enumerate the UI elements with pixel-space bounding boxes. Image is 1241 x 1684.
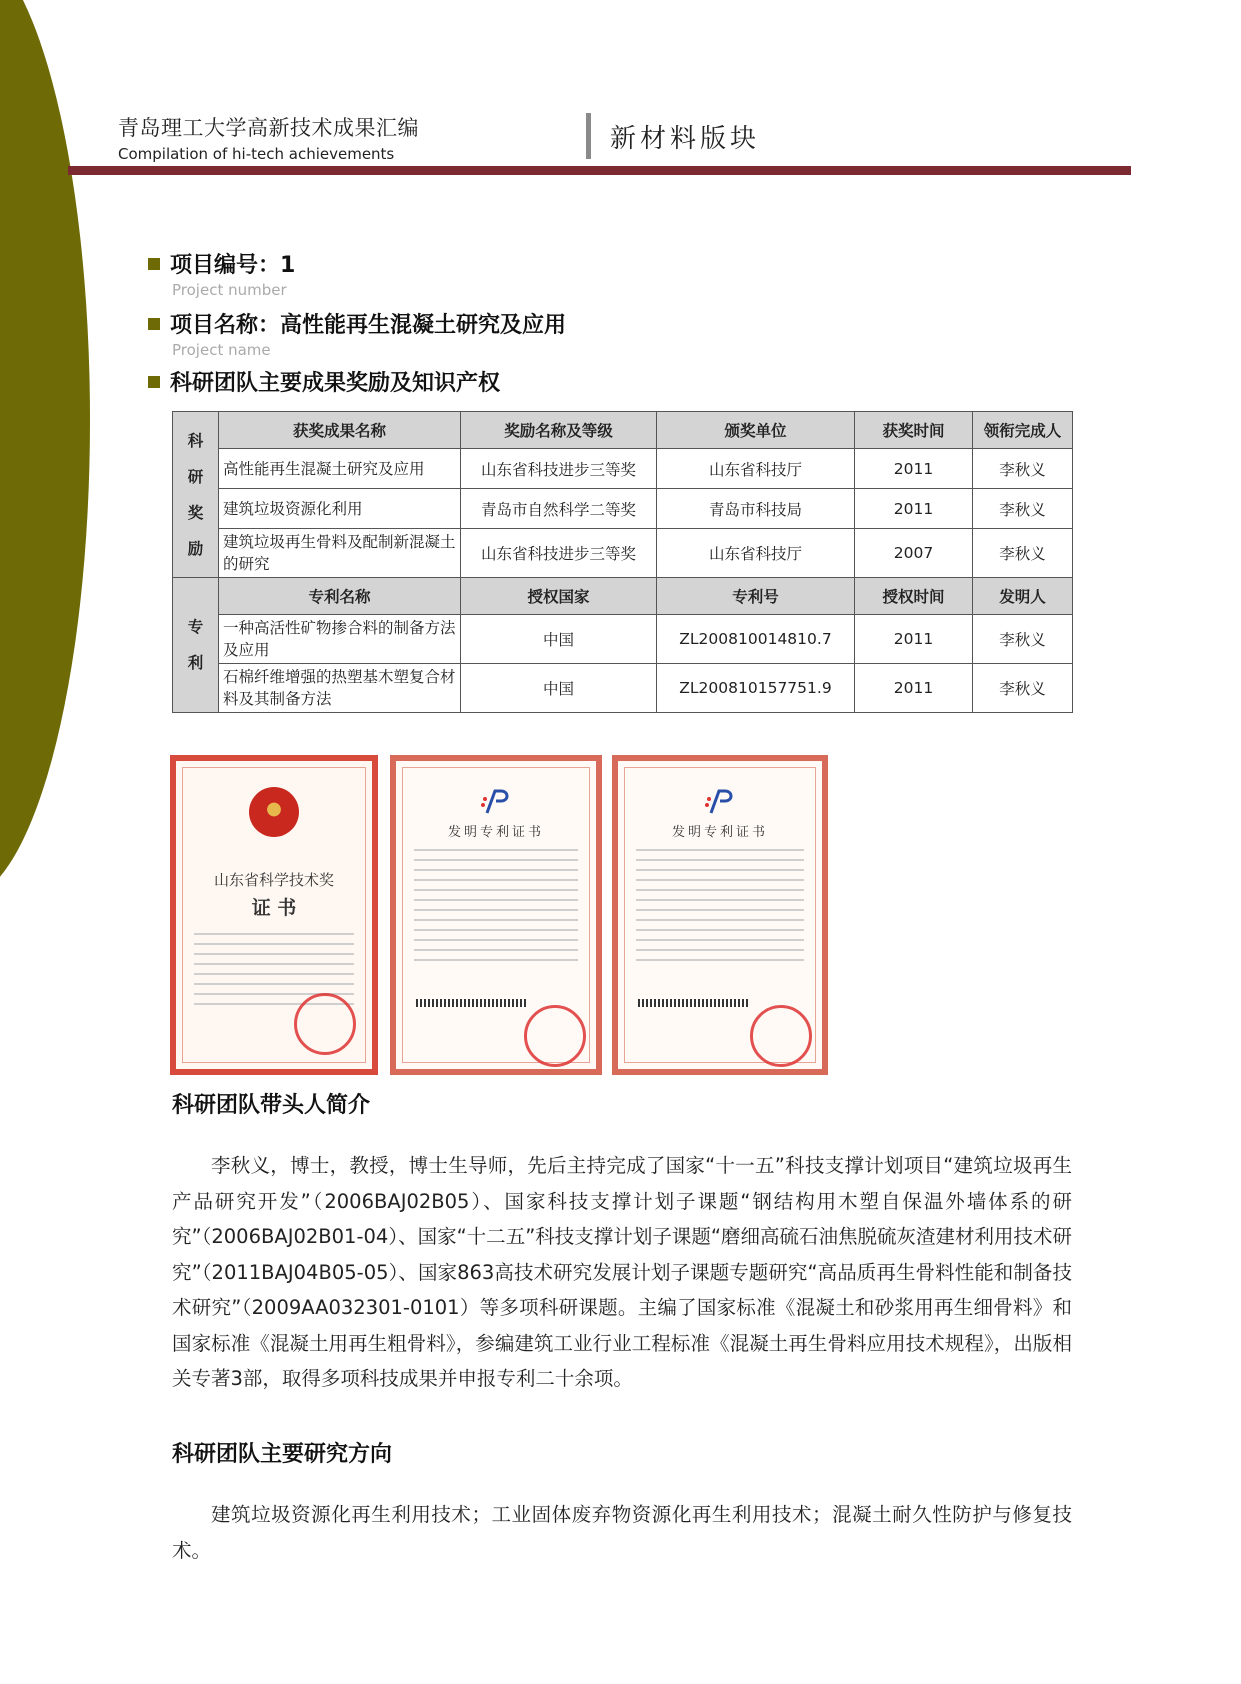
- patent-office-logo-icon: [479, 789, 513, 815]
- col-header: 专利名称: [219, 578, 461, 615]
- leader-text: 李秋义，博士，教授，博士生导师，先后主持完成了国家“十一五”科技支撑计划项目“建筑垃圾再生产品研究开发”（2006BAJ02B05）、国家科技支撑计划子课题“钢结构用木塑自保温外墙体系的研究”（2006BAJ02B01-04）、国家“十二五”科技支撑计划子课题“磨细高硫石油焦脱硫灰渣建材利用技术研究”（2011BAJ04B05-05）、国家863高技术研究发展计划子课题专题研究“高品质再生骨料性能和制备技术研究”（2009AA032301-0101）等多项科研课题。主编了国家标准《混凝土和砂浆用再生细骨料》和国家标准《混凝土用再生粗骨料》，参编建筑工业行业工程标准《混凝土再生骨料应用技术规程》，出版相关专著3部，取得多项科技成果并申报专利二十余项。: [172, 1154, 1072, 1390]
- seal-icon: [524, 1005, 586, 1067]
- barcode: [416, 999, 526, 1007]
- header-title-en: Compilation of hi-tech achievements: [118, 145, 395, 163]
- direction-text: 建筑垃圾资源化再生利用技术；工业固体废弃物资源化再生利用技术；混凝土耐久性防护与修复技术。: [172, 1503, 1072, 1562]
- col-header: 授权时间: [855, 578, 973, 615]
- project-name-en: Project name: [172, 341, 271, 359]
- table-row: 高性能再生混凝土研究及应用 山东省科技进步三等奖 山东省科技厅 2011 李秋义: [173, 449, 1073, 489]
- barcode: [638, 999, 748, 1007]
- col-header: 专利号: [657, 578, 855, 615]
- project-number: 项目编号：1: [148, 248, 295, 279]
- header-bar: [68, 166, 1131, 175]
- table-row: 石棉纤维增强的热塑基木塑复合材料及其制备方法 中国 ZL200810157751.9 2011 李秋义: [173, 664, 1073, 713]
- table-row: 建筑垃圾再生骨料及配制新混凝土的研究 山东省科技进步三等奖 山东省科技厅 2007 李秋义: [173, 529, 1073, 578]
- header-section: 新材料版块: [610, 124, 761, 154]
- leader-title: 科研团队带头人简介: [172, 1093, 371, 1118]
- col-header: 授权国家: [461, 578, 657, 615]
- awards-table: [172, 411, 1073, 713]
- col-header: 领衔完成人: [973, 412, 1073, 449]
- header-title-cn: 青岛理工大学高新技术成果汇编: [118, 116, 419, 140]
- bullet-square-icon: [148, 376, 160, 388]
- national-emblem-icon: [249, 787, 299, 837]
- col-header: 获奖成果名称: [219, 412, 461, 449]
- patent-certificate-image: 发明专利证书: [390, 755, 602, 1075]
- direction-title: 科研团队主要研究方向: [172, 1442, 393, 1467]
- award-side-label: 科 研 奖 励: [173, 412, 219, 578]
- side-decoration: [0, 0, 90, 900]
- patent-side-label: 专 利: [173, 578, 219, 713]
- table-row: 一种高活性矿物掺合料的制备方法及应用 中国 ZL200810014810.7 2011 李秋义: [173, 615, 1073, 664]
- bullet-square-icon: [148, 258, 160, 270]
- col-header: 获奖时间: [855, 412, 973, 449]
- seal-icon: [750, 1005, 812, 1067]
- patent-certificate-image: 发明专利证书: [612, 755, 828, 1075]
- award-certificate-image: 山东省科学技术奖 证 书: [170, 755, 378, 1075]
- col-header: 奖励名称及等级: [461, 412, 657, 449]
- patent-office-logo-icon: [703, 789, 737, 815]
- col-header: 发明人: [973, 578, 1073, 615]
- achievements-title: 科研团队主要成果奖励及知识产权: [148, 366, 500, 397]
- project-name: 项目名称：高性能再生混凝土研究及应用: [148, 308, 566, 339]
- col-header: 颁奖单位: [657, 412, 855, 449]
- header-divider: [586, 113, 591, 159]
- table-row: 建筑垃圾资源化利用 青岛市自然科学二等奖 青岛市科技局 2011 李秋义: [173, 489, 1073, 529]
- seal-icon: [294, 993, 356, 1055]
- bullet-square-icon: [148, 318, 160, 330]
- project-number-en: Project number: [172, 281, 287, 299]
